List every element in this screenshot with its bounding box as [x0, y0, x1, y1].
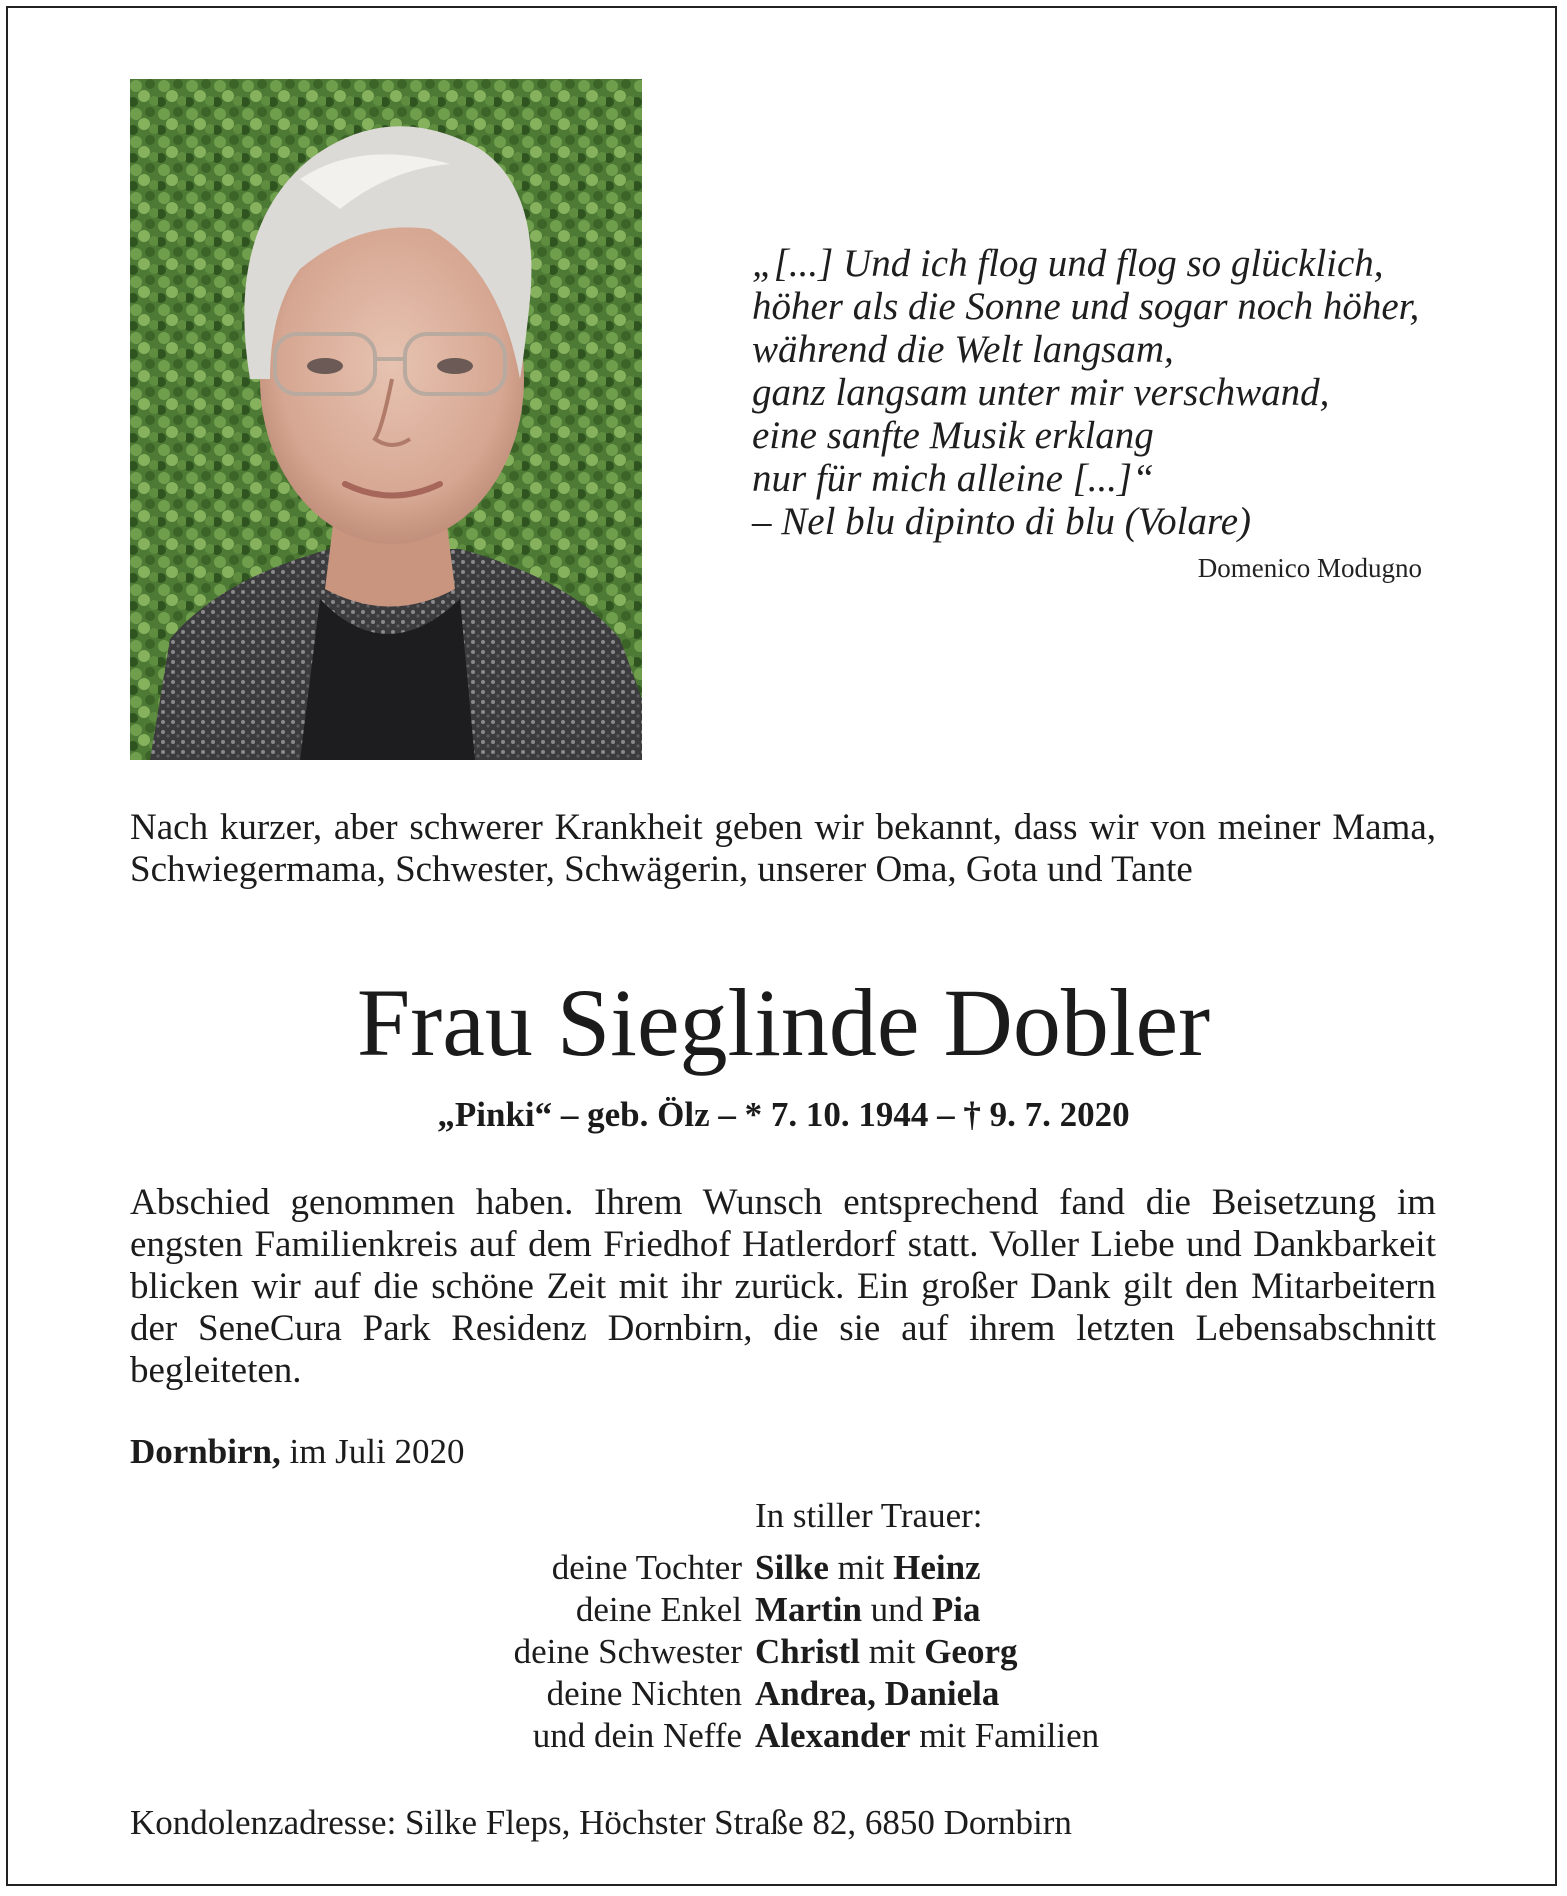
mourner-connector: mit — [860, 1632, 925, 1671]
mourner-name: Alexander — [755, 1716, 911, 1755]
deceased-details: „Pinki“ – geb. Ölz – * 7. 10. 1944 – † 9. 7. 2020 — [437, 1095, 1130, 1134]
body-paragraph: Abschied genommen haben. Ihrem Wunsch entsprechend fand die Beisetzung im engsten Familienkreis auf dem Friedhof Hatlerdorf statt. Voller Liebe und Dankbarkeit blicken wir auf die schöne Zeit mit ihr zurück. Ein großer Dank gilt den Mitarbeitern der SeneCura Park Residenz Dornbirn, die sie auf ihrem letzten Lebensabschnitt begleiteten. — [130, 1182, 1436, 1391]
place-date — [130, 1432, 465, 1472]
intro-paragraph: Nach kurzer, aber schwerer Krankheit geben wir bekannt, dass wir von meiner Mama, Schwiegermama, Schwester, Schwägerin, unserer Oma, Gota und Tante — [130, 807, 1436, 890]
mourner-names — [755, 1674, 999, 1714]
mourner-relation: deine Schwester — [513, 1632, 742, 1671]
quote-block — [752, 242, 1472, 543]
mourner-names — [755, 1716, 1099, 1756]
mourner-relation: deine Nichten — [546, 1674, 742, 1713]
mourner-name: Martin — [755, 1590, 862, 1629]
mourner-connector: und — [861, 1590, 932, 1629]
mourners-list — [0, 1548, 1567, 1758]
quote-line: eine sanfte Musik erklang — [752, 414, 1154, 457]
mourner-name: Georg — [924, 1632, 1018, 1671]
mourner-row — [0, 1674, 1567, 1716]
mourner-relation: deine Enkel — [575, 1590, 742, 1629]
mourner-names — [755, 1632, 1017, 1672]
mourner-row — [0, 1632, 1567, 1674]
mourner-row — [0, 1716, 1567, 1758]
mourner-name: Silke — [755, 1548, 829, 1587]
mourner-connector: mit Familien — [910, 1716, 1100, 1755]
mourner-relation: deine Tochter — [551, 1548, 742, 1587]
mourner-connector: mit — [828, 1548, 894, 1587]
mourner-name: Andrea, Daniela — [755, 1674, 1000, 1713]
place-date-text: im Juli 2020 — [289, 1432, 465, 1471]
mourner-name: Heinz — [893, 1548, 981, 1587]
mourner-relation: und dein Neffe — [532, 1716, 742, 1755]
quote-line: „[...] Und ich flog und flog so glücklich, — [752, 242, 1384, 285]
quote-line: während die Welt langsam, — [752, 328, 1174, 371]
mourning-heading: In stiller Trauer: — [755, 1496, 983, 1535]
condolence-address: Kondolenzadresse: Silke Fleps, Höchster Straße 82, 6850 Dornbirn — [130, 1803, 1072, 1842]
mourner-names — [755, 1548, 981, 1588]
mourner-row — [0, 1590, 1567, 1632]
mourner-name: Christl — [755, 1632, 860, 1671]
mourner-row — [0, 1548, 1567, 1590]
quote-author: Domenico Modugno — [1197, 553, 1422, 583]
mourner-names — [755, 1590, 981, 1630]
quote-line: – Nel blu dipinto di blu (Volare) — [752, 500, 1252, 543]
mourner-name: Pia — [931, 1590, 981, 1629]
quote-line: ganz langsam unter mir verschwand, — [752, 371, 1330, 414]
deceased-name: Frau Sieglinde Dobler — [356, 969, 1211, 1076]
portrait-photo — [130, 79, 642, 760]
quote-line: nur für mich alleine [...]“ — [752, 457, 1154, 500]
place-city: Dornbirn, — [130, 1432, 281, 1471]
quote-line: höher als die Sonne und sogar noch höher, — [752, 285, 1420, 328]
